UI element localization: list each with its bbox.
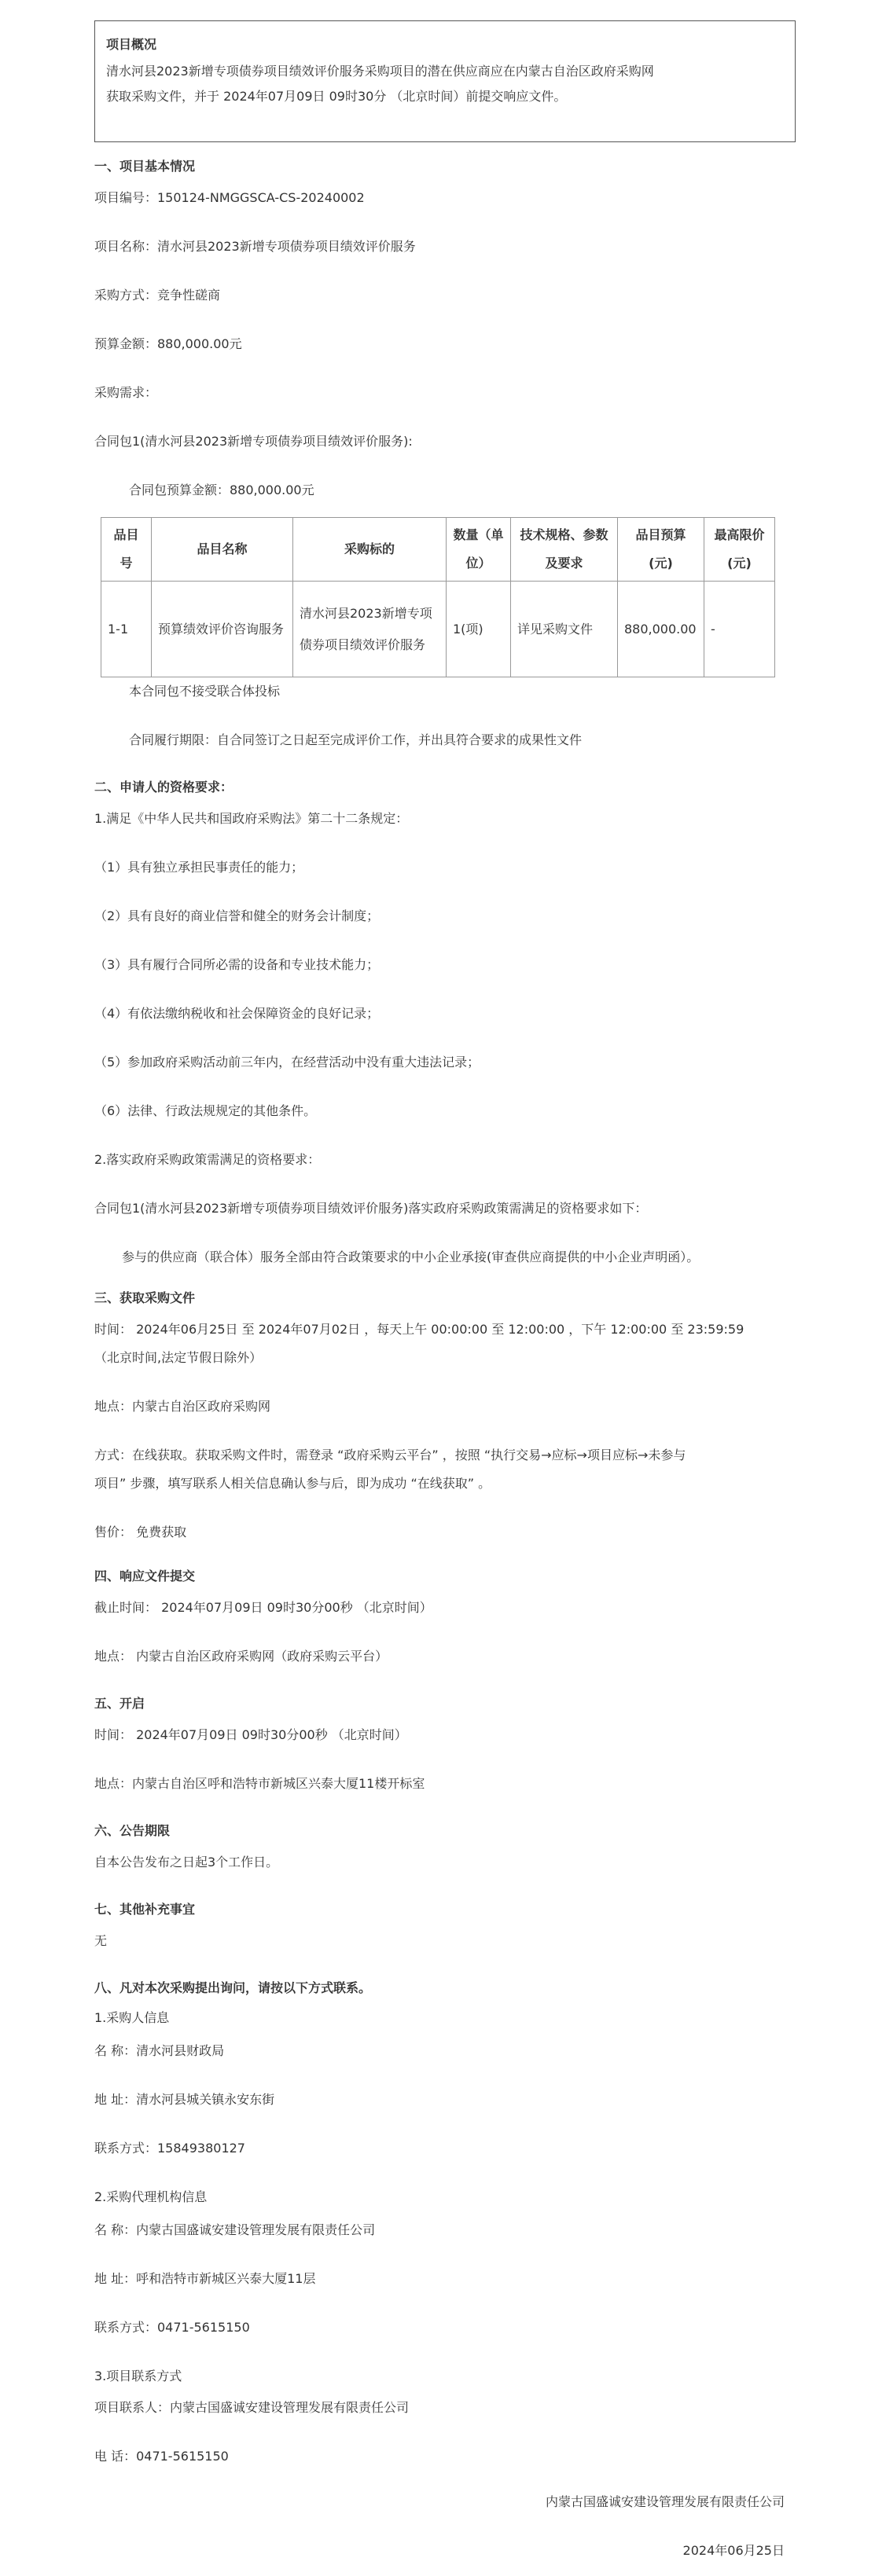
project-contact-phone: 电 话：0471-5615150: [94, 2449, 229, 2464]
agency-contact: 联系方式：0471-5615150: [94, 2320, 250, 2335]
table-row: [101, 582, 775, 677]
qualification-p2: 2.落实政府采购政策需满足的资格要求：: [94, 1152, 321, 1167]
qualification-p3: 合同包1(清水河县2023新增专项债券项目绩效评价服务)落实政府采购政策需满足的资格要求如下：: [94, 1201, 648, 1216]
package-budget: 合同包预算金额：880,000.00元: [129, 483, 314, 497]
procurement-method: 采购方式：竞争性磋商: [94, 288, 221, 303]
table-header-cell: 技术规格、参数及要求: [511, 518, 618, 582]
acquire-place: 地点：内蒙古自治区政府采购网: [94, 1399, 271, 1414]
notice-period: 自本公告发布之日起3个工作日。: [94, 1855, 279, 1870]
buyer-address: 地 址：清水河县城关镇永安东街: [94, 2092, 275, 2107]
table-header-row: [101, 518, 775, 582]
table-header-cell: 最高限价(元): [704, 518, 775, 582]
qualification-item: （5）参加政府采购活动前三年内，在经营活动中没有重大违法记录；: [94, 1055, 480, 1070]
table-cell: 详见采购文件: [511, 582, 618, 677]
acquire-price: 售价： 免费获取: [94, 1525, 187, 1539]
project-contact-title: 3.项目联系方式: [94, 2369, 182, 2383]
qualification-item: （1）具有独立承担民事责任的能力；: [94, 860, 304, 875]
no-consortium-note: 本合同包不接受联合体投标: [129, 684, 281, 699]
table-cell: 880,000.00: [618, 582, 704, 677]
agency-address: 地 址：呼和浩特市新城区兴泰大厦11层: [94, 2271, 316, 2286]
qualification-p4: 参与的供应商（联合体）服务全部由符合政策要求的中小企业承接(审查供应商提供的中小企业声明函）。: [122, 1249, 700, 1264]
project-name: 项目名称：清水河县2023新增专项债券项目绩效评价服务: [94, 239, 416, 254]
signature-date: 2024年06月25日: [682, 2543, 785, 2558]
section-2-heading: 二、申请人的资格要求：: [94, 780, 233, 794]
buyer-info-title: 1.采购人信息: [94, 2010, 170, 2025]
agency-info-title: 2.采购代理机构信息: [94, 2189, 208, 2204]
acquire-way-line2: 项目” 步骤，填写联系人相关信息确认参与后，即为成功 “在线获取” 。: [94, 1476, 491, 1491]
contract-term: 合同履行期限：自合同签订之日起至完成评价工作，并出具符合要求的成果性文件: [129, 732, 583, 747]
agency-name: 名 称：内蒙古国盛诚安建设管理发展有限责任公司: [94, 2222, 376, 2237]
submission-deadline: 截止时间： 2024年07月09日 09时30分00秒 （北京时间）: [94, 1600, 432, 1615]
items-table: [101, 517, 775, 677]
overview-title: 项目概况: [106, 37, 157, 52]
table-cell: 1(项): [447, 582, 511, 677]
qualification-p1: 1.满足《中华人民共和国政府采购法》第二十二条规定：: [94, 811, 409, 826]
procurement-needs-label: 采购需求：: [94, 385, 158, 400]
overview-box: [94, 20, 796, 142]
opening-time: 时间： 2024年07月09日 09时30分00秒 （北京时间）: [94, 1727, 407, 1742]
project-number: 项目编号：150124-NMGGSCA-CS-20240002: [94, 190, 365, 205]
overview-text-line2: 获取采购文件，并于 2024年07月09日 09时30分 （北京时间）前提交响应文件。: [106, 89, 567, 104]
section-6-heading: 六、公告期限: [94, 1823, 171, 1838]
table-header-cell: 品目预算(元): [618, 518, 704, 582]
table-cell: 预算绩效评价咨询服务: [152, 582, 293, 677]
budget-amount: 预算金额：880,000.00元: [94, 336, 242, 351]
qualification-item: （3）具有履行合同所必需的设备和专业技术能力；: [94, 957, 380, 972]
buyer-contact: 联系方式：15849380127: [94, 2141, 245, 2156]
project-contact-person: 项目联系人：内蒙古国盛诚安建设管理发展有限责任公司: [94, 2400, 410, 2415]
opening-place: 地点：内蒙古自治区呼和浩特市新城区兴泰大厦11楼开标室: [94, 1776, 425, 1791]
table-header-cell: 采购标的: [293, 518, 447, 582]
section-3-heading: 三、获取采购文件: [94, 1290, 196, 1305]
section-5-heading: 五、开启: [94, 1696, 145, 1711]
section-1-heading: 一、项目基本情况: [94, 159, 196, 174]
table-cell: -: [704, 582, 775, 677]
table-cell: 清水河县2023新增专项债券项目绩效评价服务: [293, 582, 447, 677]
other-matters: 无: [94, 1933, 108, 1948]
signature-organization: 内蒙古国盛诚安建设管理发展有限责任公司: [545, 2494, 785, 2509]
buyer-name: 名 称：清水河县财政局: [94, 2043, 225, 2058]
submission-place: 地点： 内蒙古自治区政府采购网（政府采购云平台）: [94, 1649, 388, 1664]
table-cell: 1-1: [101, 582, 152, 677]
section-4-heading: 四、响应文件提交: [94, 1569, 196, 1583]
acquire-time-line2: （北京时间,法定节假日除外）: [94, 1350, 263, 1365]
table-header-cell: 品目名称: [152, 518, 293, 582]
overview-text-line1: 清水河县2023新增专项债券项目绩效评价服务采购项目的潜在供应商应在内蒙古自治区政府采购网: [106, 64, 654, 79]
table-header-cell: 品目号: [101, 518, 152, 582]
contract-package: 合同包1(清水河县2023新增专项债券项目绩效评价服务):: [94, 434, 413, 449]
qualification-item: （4）有依法缴纳税收和社会保障资金的良好记录；: [94, 1006, 380, 1021]
section-8-heading: 八、凡对本次采购提出询问，请按以下方式联系。: [94, 1980, 372, 1995]
acquire-way-line1: 方式：在线获取。获取采购文件时，需登录 “政府采购云平台” ，按照 “执行交易→应标→项目应标→未参与: [94, 1448, 686, 1462]
table-header-cell: 数量（单位）: [447, 518, 511, 582]
section-7-heading: 七、其他补充事宜: [94, 1902, 196, 1917]
acquire-time-line1: 时间： 2024年06月25日 至 2024年07月02日 ，每天上午 00:00:00 至 12:00:00 ，下午 12:00:00 至 23:59:59: [94, 1322, 744, 1337]
qualification-item: （2）具有良好的商业信誉和健全的财务会计制度；: [94, 908, 380, 923]
qualification-item: （6）法律、行政法规规定的其他条件。: [94, 1103, 317, 1118]
